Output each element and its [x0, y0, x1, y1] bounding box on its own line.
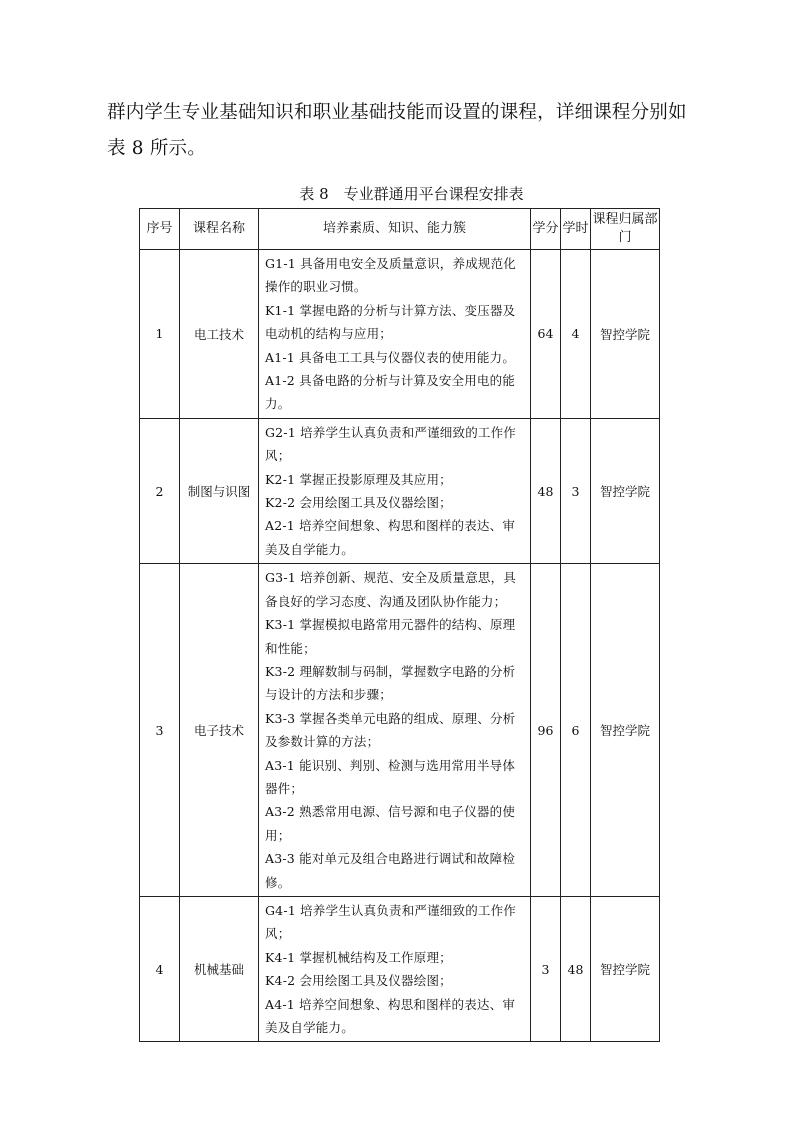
cell-credits: 3 [531, 896, 561, 1041]
ability-line: K3-1 掌握模拟电路常用元器件的结构、原理和性能； [265, 617, 516, 656]
cell-course: 电工技术 [180, 250, 259, 419]
table-caption: 表 8 专业群通用平台课程安排表 [299, 185, 524, 203]
table-row [140, 564, 660, 897]
table-row [140, 418, 660, 563]
cell-dept: 智控学院 [591, 418, 660, 563]
ability-line: G3-1 培养创新、规范、安全及质量意思，具备良好的学习态度、沟通及团队协作能力； [265, 570, 516, 609]
header-no: 序号 [140, 209, 180, 250]
cell-abilities [259, 250, 531, 419]
cell-course: 制图与识图 [180, 418, 259, 563]
ability-line: K2-2 会用绘图工具及仪器绘图； [265, 495, 452, 511]
header-abilities: 培养素质、知识、能力簇 [259, 209, 531, 250]
table-header-row [140, 209, 660, 250]
cell-abilities [259, 564, 531, 897]
ability-line: A2-1 培养空间想象、构思和图样的表达、审美及自学能力。 [265, 518, 516, 557]
cell-hours: 3 [561, 418, 591, 563]
ability-line: K4-2 会用绘图工具及仪器绘图； [265, 973, 452, 989]
ability-line: K4-1 掌握机械结构及工作原理； [265, 949, 452, 965]
cell-course: 电子技术 [180, 564, 259, 897]
cell-abilities [259, 896, 531, 1041]
table-row [140, 896, 660, 1041]
header-hours: 学时 [561, 209, 591, 250]
cell-no: 1 [140, 250, 180, 419]
ability-line: G4-1 培养学生认真负责和严谨细致的工作作风； [265, 902, 516, 942]
intro-paragraph: 群内学生专业基础知识和职业基础技能而设置的课程，详细课程分别如表 8 所示。 [107, 102, 687, 159]
header-credits: 学分 [531, 209, 561, 250]
cell-course: 机械基础 [180, 896, 259, 1041]
ability-line: A4-1 培养空间想象、构思和图样的表达、审美及自学能力。 [265, 996, 516, 1035]
cell-dept: 智控学院 [591, 564, 660, 897]
ability-line: A1-1 具备电工工具与仪器仪表的使用能力。 [265, 349, 516, 365]
ability-line: A3-2 熟悉常用电源、信号源和电子仪器的使用； [265, 804, 516, 843]
ability-line: G1-1 具备用电安全及质量意识，养成规范化操作的职业习惯。 [265, 256, 516, 295]
cell-no: 2 [140, 418, 180, 563]
cell-hours: 6 [561, 564, 591, 897]
ability-line: K2-1 掌握正投影原理及其应用； [265, 471, 452, 487]
cell-no: 4 [140, 896, 180, 1041]
cell-credits: 48 [531, 418, 561, 563]
ability-line: A1-2 具备电路的分析与计算及安全用电的能力。 [265, 373, 516, 412]
cell-credits: 96 [531, 564, 561, 897]
cell-hours: 48 [561, 896, 591, 1041]
cell-no: 3 [140, 564, 180, 897]
ability-line: K3-3 掌握各类单元电路的组成、原理、分析及参数计算的方法； [265, 710, 516, 750]
ability-line: A3-1 能识别、判别、检测与选用常用半导体器件； [265, 757, 516, 796]
cell-dept: 智控学院 [591, 250, 660, 419]
cell-abilities [259, 418, 531, 563]
cell-dept: 智控学院 [591, 896, 660, 1041]
ability-line: K1-1 掌握电路的分析与计算方法、变压器及电动机的结构与应用； [265, 302, 516, 342]
table-row [140, 250, 660, 419]
header-dept: 课程归属部门 [591, 209, 660, 250]
cell-credits: 64 [531, 250, 561, 419]
cell-hours: 4 [561, 250, 591, 419]
header-course: 课程名称 [180, 209, 259, 250]
ability-line: K3-2 理解数制与码制，掌握数字电路的分析与设计的方法和步骤； [265, 663, 516, 703]
ability-line: G2-1 培养学生认真负责和严谨细致的工作作风； [265, 424, 516, 464]
course-table [139, 208, 660, 1042]
ability-line: A3-3 能对单元及组合电路进行调试和故障检修。 [265, 851, 516, 890]
